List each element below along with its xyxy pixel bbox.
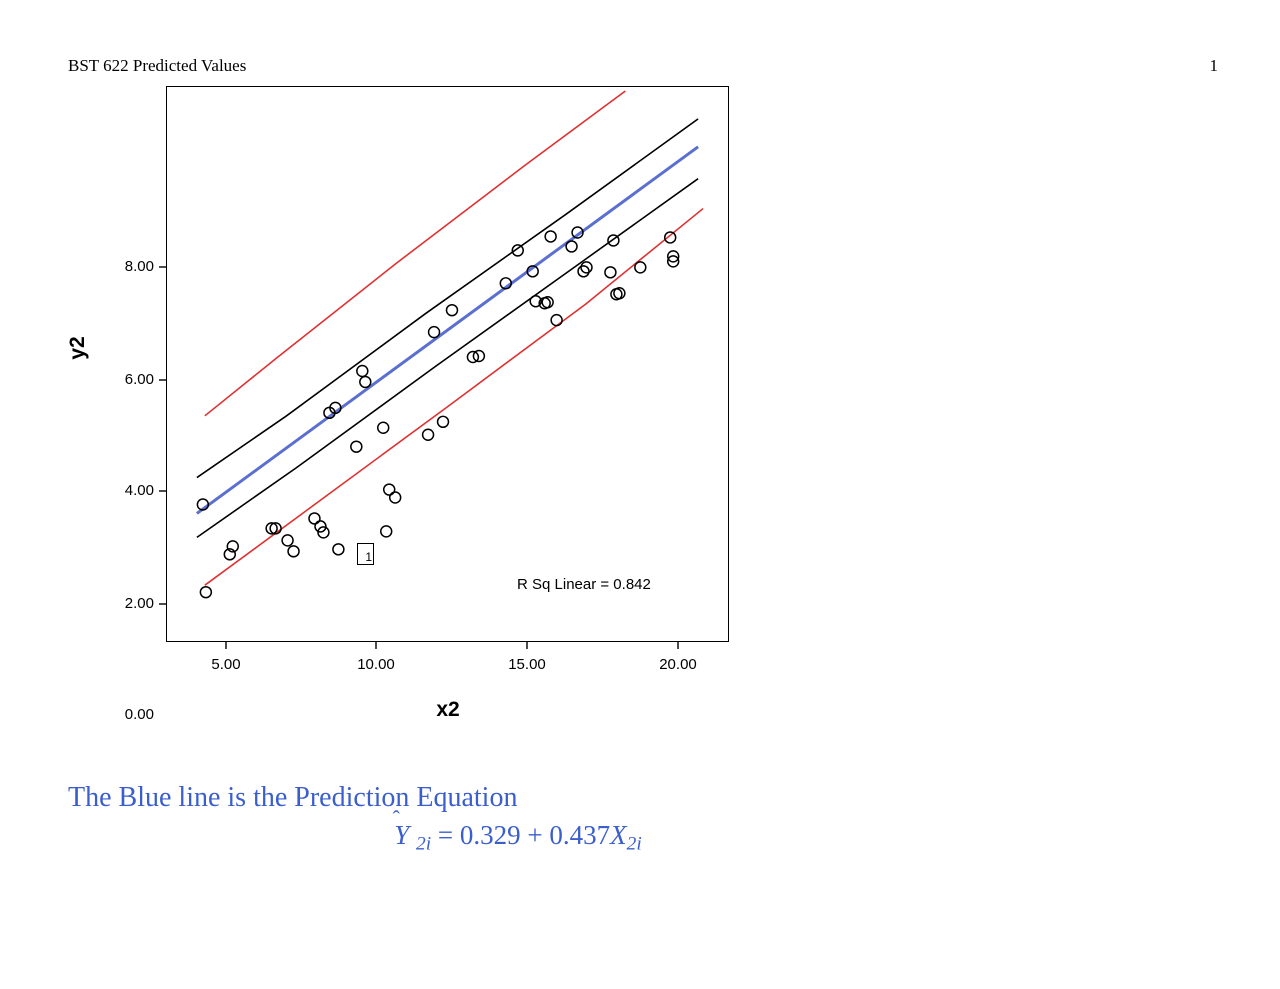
equation-lhs-symbol: Y	[394, 820, 410, 850]
x-axis-label: x2	[436, 698, 460, 721]
y-tick-0: 0.00	[124, 706, 154, 723]
equation-rhs-symbol: X	[610, 820, 627, 850]
confidence-band-lower	[197, 179, 698, 538]
slide-header	[68, 56, 1218, 76]
r-squared-annotation: R Sq Linear = 0.842	[517, 576, 651, 593]
prediction-equation-formula	[68, 820, 968, 855]
caption-text: The Blue line is the Prediction Equation	[68, 782, 518, 813]
equation-rhs-subscript: 2i	[626, 833, 642, 855]
prediction-band-upper	[205, 91, 626, 416]
y-tick-4: 4.00	[124, 482, 154, 499]
point-label-1: 1	[357, 543, 374, 565]
prediction-band-lower	[205, 209, 703, 586]
plot-svg	[167, 87, 728, 641]
x-tick-15: 15.00	[508, 656, 546, 673]
scatter-chart	[66, 86, 768, 723]
x-tick-20: 20.00	[659, 656, 697, 673]
y-axis-label: y2	[66, 336, 89, 360]
equation-lhs-subscript: 2i	[416, 833, 432, 855]
header-page-number: 1	[1209, 56, 1218, 75]
x-tick-10: 10.00	[357, 656, 395, 673]
y-tick-6: 6.00	[124, 371, 154, 388]
plot-area	[166, 86, 729, 642]
y-tick-8: 8.00	[124, 258, 154, 275]
prediction-equation-line	[197, 147, 698, 514]
header-title: BST 622 Predicted Values	[68, 56, 247, 75]
y-tick-2: 2.00	[124, 595, 154, 612]
x-tick-5: 5.00	[211, 656, 241, 673]
equation-middle: = 0.329 + 0.437	[437, 820, 611, 850]
